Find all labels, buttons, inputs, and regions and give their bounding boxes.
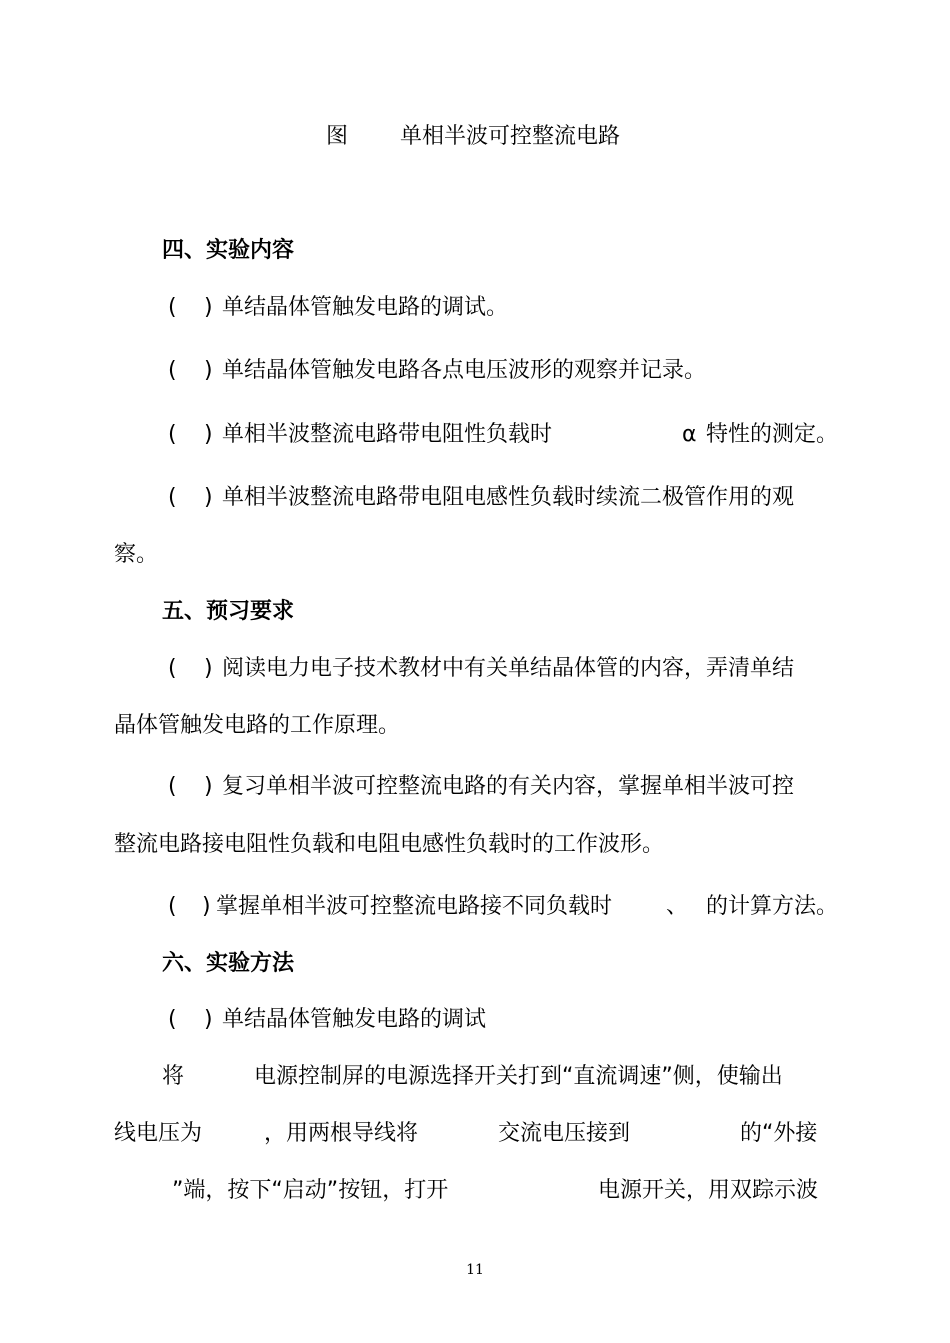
section-heading-4: 四、实验内容	[162, 238, 295, 263]
page-number: 11	[466, 1262, 484, 1278]
figure-label: 图	[326, 124, 349, 149]
alpha-symbol: α	[682, 422, 697, 447]
section-heading-6: 六、实验方法	[162, 951, 295, 976]
list-item-continuation: 整流电路接电阻性负载和电阻电感性负载时的工作波形。	[114, 832, 665, 857]
list-item-continuation: 察。	[114, 542, 159, 567]
figure-title: 单相半波可控整流电路	[400, 124, 621, 149]
list-item-continuation: 晶体管触发电路的工作原理。	[114, 713, 401, 738]
section-heading-5: 五、预习要求	[162, 599, 295, 624]
